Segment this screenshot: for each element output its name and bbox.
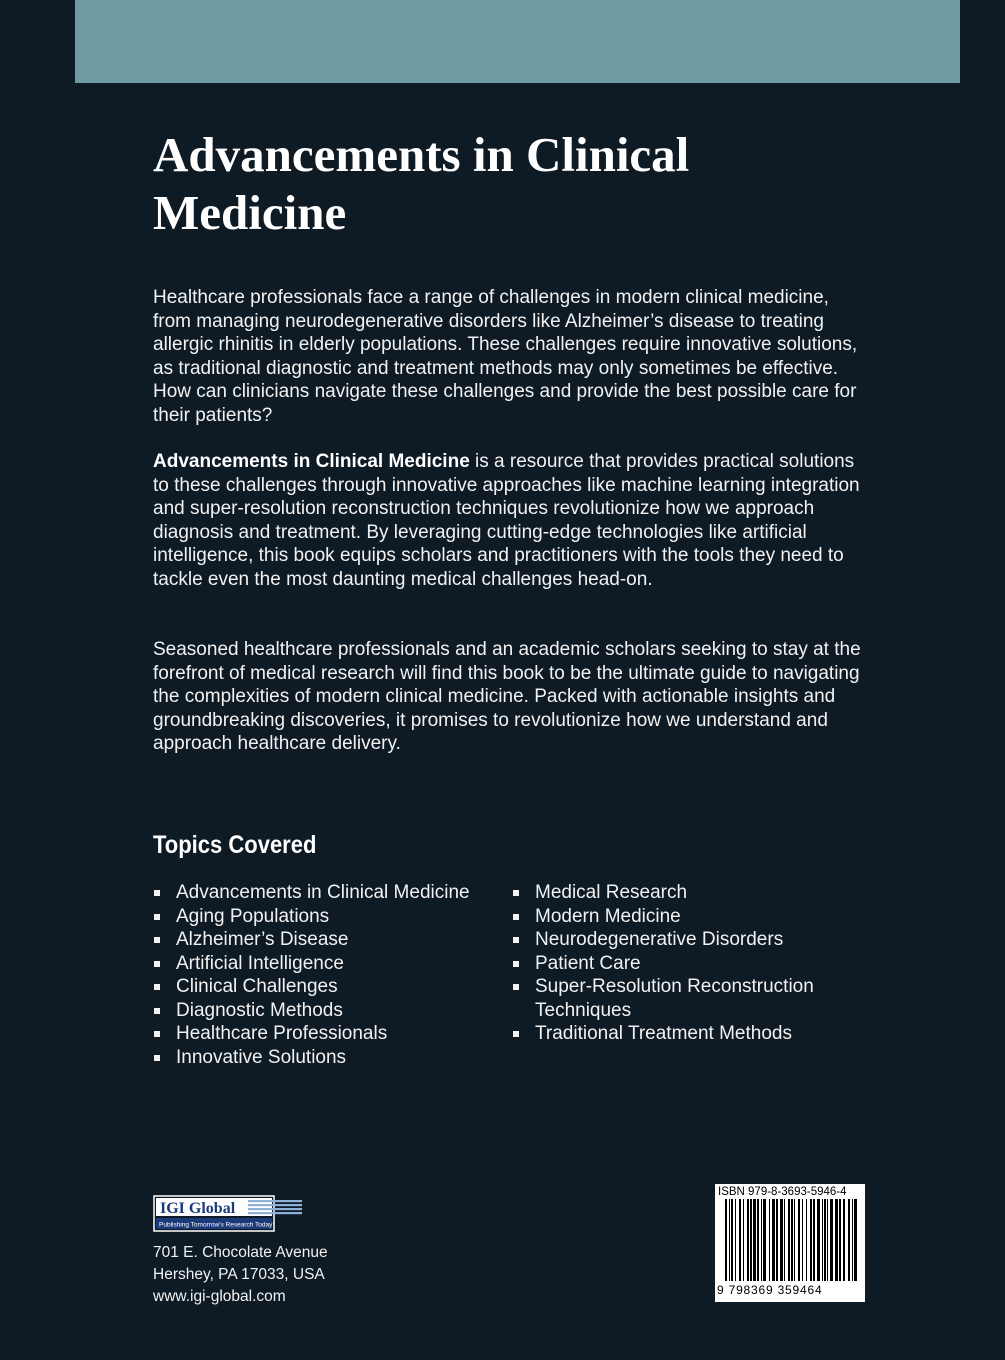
topic-item <box>153 1022 503 1046</box>
description-paragraph-2 <box>153 450 863 591</box>
topic-item <box>153 881 503 905</box>
barcode-bar <box>798 1199 800 1281</box>
publisher-address <box>153 1242 328 1308</box>
barcode-bar <box>780 1199 783 1281</box>
bullet-icon <box>513 1031 519 1037</box>
publisher-website: www.igi-global.com <box>153 1288 286 1305</box>
barcode-bar <box>835 1199 838 1281</box>
barcode-bar <box>769 1199 770 1281</box>
barcode-bar <box>806 1199 807 1281</box>
barcode-bar <box>822 1199 823 1281</box>
bullet-icon <box>154 1008 160 1014</box>
barcode-bar <box>757 1199 759 1281</box>
topic-label: Diagnostic Methods <box>176 999 343 1021</box>
bullet-icon <box>154 984 160 990</box>
barcode-bar <box>761 1199 762 1281</box>
barcode-bar <box>750 1199 752 1281</box>
topic-item <box>512 952 852 976</box>
topic-item <box>153 928 503 952</box>
topic-item <box>153 1046 503 1070</box>
barcode-bar <box>854 1199 857 1281</box>
description-paragraph-2-text: is a resource that provides practical solutions to these challenges through innovative approaches like machine learning integration and super-resolution reconstruction techniques revolutionize how we approach diagnosis and treatment. By leveraging cutting-edge technologies like artificial intelligence, this book equips scholars and practitioners with the tools they need to tackle even the most daunting medical challenges head-on. <box>153 451 860 590</box>
barcode-bar <box>791 1199 793 1281</box>
top-color-band <box>75 0 960 83</box>
barcode-bar <box>735 1199 736 1281</box>
topic-item <box>512 975 852 1022</box>
barcode-bar <box>830 1199 833 1281</box>
barcode-bar <box>739 1199 741 1281</box>
bullet-icon <box>513 961 519 967</box>
barcode-bar <box>743 1199 744 1281</box>
barcode-bar <box>763 1199 766 1281</box>
description-paragraph-3: Seasoned healthcare professionals and an academic scholars seeking to stay at the forefront of medical research will find this book to be the ultimate guide to navigating the complexities of modern clinical medicine. Packed with actionable insights and groundbreaking discoveries, it promises to revolutionize how we understand and approach healthcare delivery. <box>153 639 861 754</box>
topics-list-right <box>512 881 852 1046</box>
barcode-digits: 9 798369 359464 <box>717 1283 823 1297</box>
topic-label: Neurodegenerative Disorders <box>535 929 784 950</box>
topic-item <box>153 975 503 999</box>
book-title: Advancements in Clinical Medicine <box>153 127 690 240</box>
logo-name: IGI Global <box>160 1200 236 1217</box>
topic-label: Super-Resolution Reconstruction Techniques <box>535 976 814 1021</box>
topic-label: Alzheimer’s Disease <box>176 929 349 950</box>
barcode-bar <box>747 1199 749 1281</box>
bullet-icon <box>154 914 160 920</box>
barcode-bar <box>802 1199 803 1281</box>
address-line-1: 701 E. Chocolate Avenue <box>153 1244 328 1261</box>
barcode-bar <box>776 1199 778 1281</box>
barcode-bar <box>788 1199 790 1281</box>
topic-label: Patient Care <box>535 952 641 974</box>
topic-item <box>153 999 503 1023</box>
topic-label: Innovative Solutions <box>176 1046 347 1068</box>
barcode-bar <box>794 1199 795 1281</box>
bullet-icon <box>513 937 519 943</box>
barcode-bar <box>852 1199 853 1281</box>
barcode-bar <box>839 1199 841 1281</box>
topic-label: Aging Populations <box>176 905 330 927</box>
barcode-bars <box>715 1199 865 1283</box>
bullet-icon <box>154 1055 160 1061</box>
bullet-icon <box>154 961 160 967</box>
address-line-2: Hershey, PA 17033, USA <box>153 1266 325 1283</box>
barcode-bar <box>848 1199 850 1281</box>
barcode-bar <box>784 1199 785 1281</box>
topic-label: Artificial Intelligence <box>176 952 344 974</box>
bullet-icon <box>154 937 160 943</box>
barcode-bar <box>827 1199 828 1281</box>
bullet-icon <box>513 890 519 896</box>
topic-label: Advancements in Clinical Medicine <box>176 882 470 903</box>
barcode-bar <box>817 1199 820 1281</box>
topic-item <box>512 1022 852 1046</box>
isbn-label: ISBN 979-8-3693-5946-4 <box>718 1186 847 1198</box>
barcode-bar <box>772 1199 775 1281</box>
barcode-bar <box>725 1199 727 1281</box>
topic-label: Medical Research <box>535 882 688 903</box>
barcode-bar <box>813 1199 815 1281</box>
barcode-bar <box>729 1199 730 1281</box>
logo-tagline: Publishing Tomorrow's Research Today <box>159 1221 273 1229</box>
topics-heading: Topics Covered <box>153 831 317 859</box>
bullet-icon <box>154 890 160 896</box>
topic-label: Clinical Challenges <box>176 976 338 997</box>
barcode-bar <box>824 1199 826 1281</box>
topic-item <box>512 881 852 905</box>
bullet-icon <box>513 984 519 990</box>
description-book-title-bold: Advancements in Clinical Medicine <box>153 451 470 472</box>
topic-label: Traditional Treatment Methods <box>535 1023 792 1044</box>
topic-label: Modern Medicine <box>535 905 681 927</box>
topic-item <box>153 952 503 976</box>
barcode-bar <box>843 1199 845 1281</box>
barcode-bar <box>753 1199 756 1281</box>
description-paragraph-1: Healthcare professionals face a range of challenges in modern clinical medicine, from managing neurodegenerative disorders like Alzheimer’s disease to treating allergic rhinitis in elderly populations. These challenges require innovative solutions, as traditional diagnostic and treatment methods may only sometimes be effective. How can clinicians navigate these challenges and provide the best possible care for their patients? <box>153 287 858 426</box>
topic-item <box>512 928 852 952</box>
bullet-icon <box>154 1031 160 1037</box>
topic-item <box>512 905 852 929</box>
topics-list-left <box>153 881 503 1069</box>
barcode-bar <box>731 1199 733 1281</box>
barcode-bar <box>810 1199 812 1281</box>
bullet-icon <box>513 914 519 920</box>
topic-label: Healthcare Professionals <box>176 1023 388 1044</box>
igi-global-logo <box>153 1195 303 1233</box>
isbn-barcode <box>715 1184 865 1302</box>
topic-item <box>153 905 503 929</box>
